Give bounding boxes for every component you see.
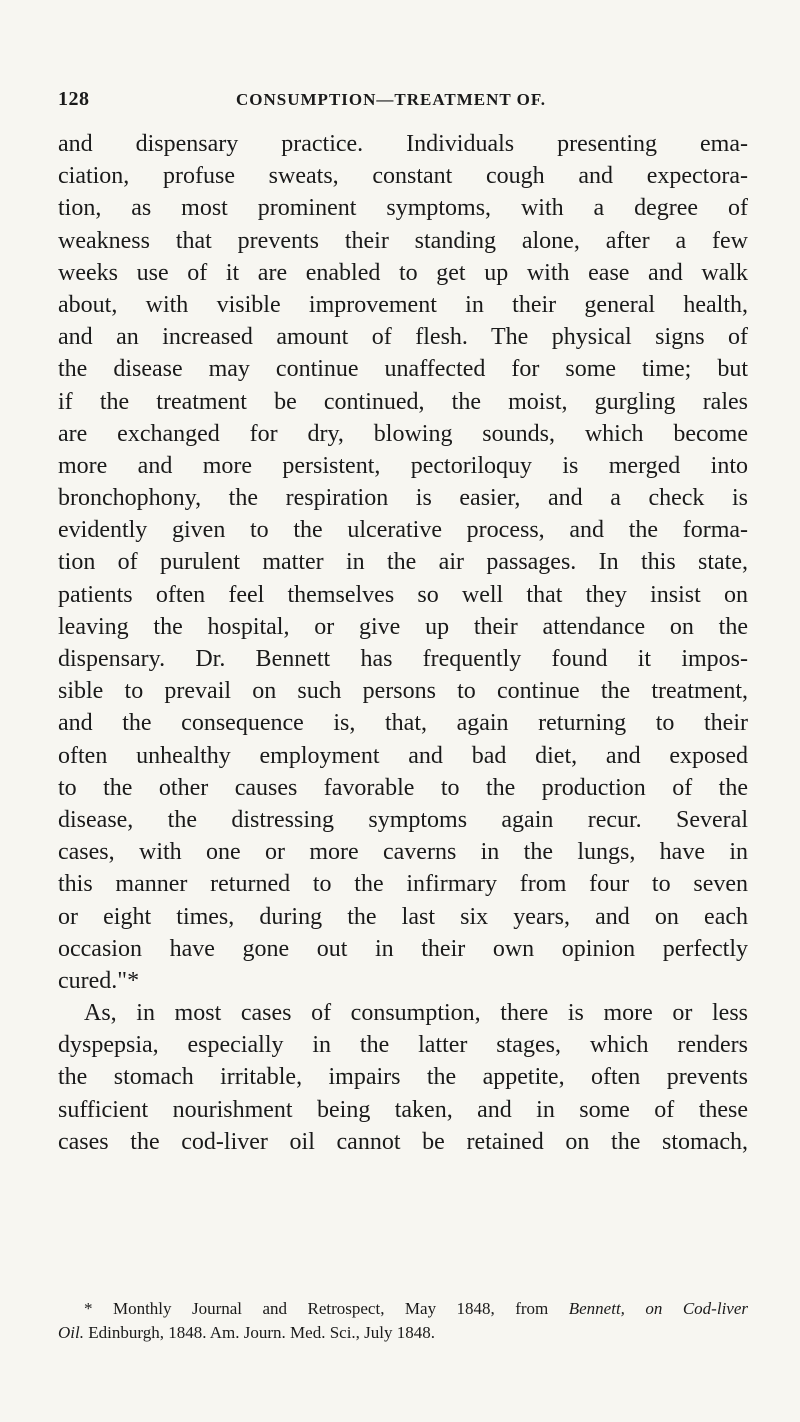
text-line: more and more persistent, pectoriloquy is merged into xyxy=(58,452,748,479)
text-line: bronchophony, the respiration is easier, and a check is xyxy=(58,485,748,512)
text-line: sufficient nourishment being taken, and in some of these xyxy=(58,1096,748,1123)
text-line: if the treatment be continued, the moist, gurgling rales xyxy=(58,388,748,415)
text-line: cases the cod-liver oil cannot be retained on the stomach, xyxy=(58,1128,748,1155)
footnote-text: * Monthly Journal and Retrospect, May 1848, from xyxy=(84,1299,569,1318)
footnote-italic-text: Bennett, on Cod-liver xyxy=(568,1299,748,1318)
text-line: tion of purulent matter in the air passages. In this state, xyxy=(58,549,748,576)
footnote-line xyxy=(58,1321,748,1345)
text-line: patients often feel themselves so well that they insist on xyxy=(58,581,748,608)
text-line: are exchanged for dry, blowing sounds, which become xyxy=(58,420,748,447)
text-line: to the other causes favorable to the production of the xyxy=(58,774,748,801)
text-line: this manner returned to the infirmary from four to seven xyxy=(58,871,748,898)
running-title: CONSUMPTION—TREATMENT OF. xyxy=(236,90,546,109)
text-line: tion, as most prominent symptoms, with a degree of xyxy=(58,195,748,222)
footnote xyxy=(58,1297,748,1345)
footnote-line xyxy=(58,1297,748,1321)
page-number: 128 xyxy=(58,88,90,110)
body-text xyxy=(58,128,748,1158)
text-line: or eight times, during the last six years, and on each xyxy=(58,903,748,930)
text-line: ciation, profuse sweats, constant cough and expectora- xyxy=(58,163,748,190)
text-line: weeks use of it are enabled to get up with ease and walk xyxy=(58,259,748,286)
footnote-text: Edinburgh, 1848. Am. Journ. Med. Sci., July 1848. xyxy=(83,1323,436,1342)
text-line: occasion have gone out in their own opinion perfectly xyxy=(58,935,748,962)
text-line: often unhealthy employment and bad diet, and exposed xyxy=(58,742,748,769)
text-line: weakness that prevents their standing alone, after a few xyxy=(58,227,748,254)
text-line: disease, the distressing symptoms again recur. Several xyxy=(58,806,748,833)
text-line: the stomach irritable, impairs the appetite, often prevents xyxy=(58,1064,748,1091)
text-line: leaving the hospital, or give up their attendance on the xyxy=(58,613,748,640)
text-line: and an increased amount of flesh. The physical signs of xyxy=(58,324,748,351)
text-line: sible to prevail on such persons to continue the treatment, xyxy=(58,678,748,705)
text-line: dispensary. Dr. Bennett has frequently found it impos- xyxy=(58,646,748,672)
text-line: about, with visible improvement in their general health, xyxy=(58,291,748,318)
page-header xyxy=(58,88,748,118)
footnote-italic-text: Oil. xyxy=(58,1323,84,1342)
text-line: and dispensary practice. Individuals presenting ema- xyxy=(58,131,748,157)
text-line: evidently given to the ulcerative process, and the forma- xyxy=(58,517,748,544)
text-line: dyspepsia, especially in the latter stages, which renders xyxy=(58,1032,748,1059)
text-line: the disease may continue unaffected for some time; but xyxy=(58,356,748,383)
text-line: cases, with one or more caverns in the lungs, have in xyxy=(58,839,748,866)
text-line: As, in most cases of consumption, there is more or less xyxy=(84,1000,748,1027)
text-line: and the consequence is, that, again returning to their xyxy=(58,710,748,737)
text-line: cured."* xyxy=(58,967,140,994)
